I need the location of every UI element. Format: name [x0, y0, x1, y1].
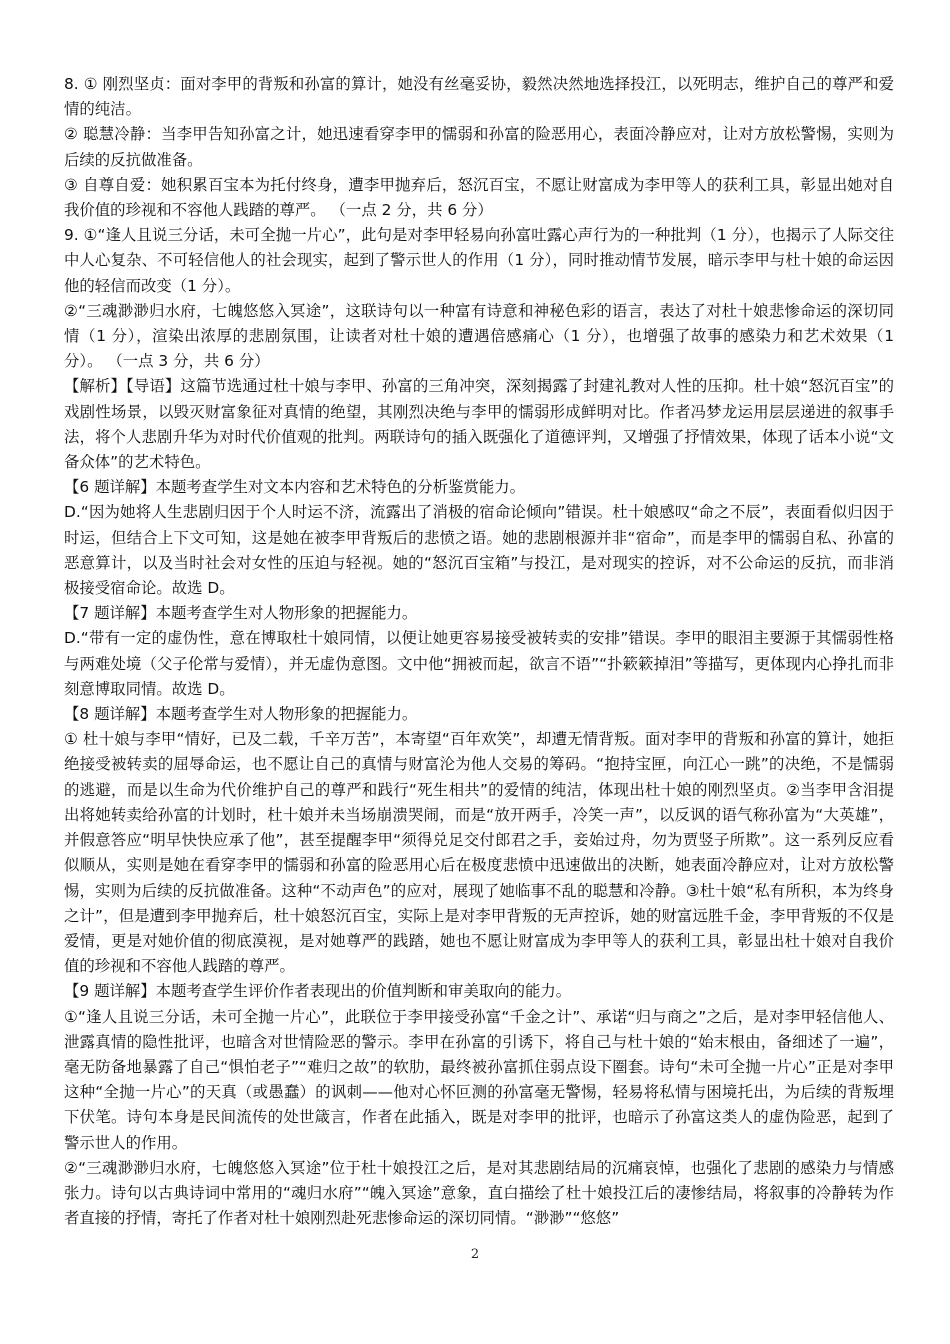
document-page — [64, 72, 894, 1231]
q7-detail-body: D.“带有一定的虚伪性，意在博取杜十娘同情，以便让她更容易接受被转卖的安排”错误。李甲的眼泪主要源于其懦弱性格与两难处境（父子伦常与爱情），并无虚伪意图。文中他“拥被而起，欲言不语”“扑簌簌掉泪”等描写，更体现内心挣扎而非刻意博取同情。故选 D。 — [64, 629, 894, 698]
q6-detail-heading: 【6 题详解】本题考查学生对文本内容和艺术特色的分析鉴赏能力。 — [64, 478, 526, 497]
answer-q8-point1: 8. ① 刚烈坚贞：面对李甲的背叛和孙富的算计，她没有丝毫妥协，毅然决然地选择投江，以死明志，维护自己的尊严和爱情的纯洁。 — [64, 75, 894, 119]
answer-q8-point3: ③ 自尊自爱：她积累百宝本为托付终身，遭李甲抛弃后，怒沉百宝，不愿让财富成为李甲等人的获利工具，彰显出她对自我价值的珍视和不容他人践踏的尊严。 （一点 2 分，共 6 分） — [64, 175, 894, 220]
q9-detail-body-1: ①“逢人且说三分话，未可全抛一片心”，此联位于李甲接受孙富“千金之计”、承诺“归与商之”之后，是对李甲轻信他人、泄露真情的隐性批评，也暗含对世情险恶的警示。李甲在孙富的引诱下，将自己与杜十娘的“始末根由，备细述了一遍”，毫无防备地暴露了自己“惧怕老子”“难归之故”的软肋，最终被孙富抓住弱点设下圈套。诗句“未可全抛一片心”正是对李甲这种“全抛一片心”的天真（或愚蠢）的讽刺——他对心怀叵测的孙富毫无警惕，轻易将私情与困境托出，为后续的背叛埋下伏笔。诗句本身是民间流传的处世箴言，作者在此插入，既是对李甲的批评，也暗示了孙富这类人的虚伪险恶，起到了警示世人的作用。 — [64, 1007, 894, 1152]
answer-q9-point2: ②“三魂渺渺归水府，七魄悠悠入冥途”，这联诗句以一种富有诗意和神秘色彩的语言，表达了对杜十娘悲惨命运的深切同情（1 分），渲染出浓厚的悲剧氛围，让读者对杜十娘的遭遇倍感痛心（1 分），也增强了故事的感染力和艺术效果（1 分）。 （一点 3 分，共 6 分） — [64, 301, 894, 371]
q7-detail-heading: 【7 题详解】本题考查学生对人物形象的把握能力。 — [64, 604, 418, 623]
q8-detail-heading: 【8 题详解】本题考查学生对人物形象的把握能力。 — [64, 705, 418, 724]
q9-detail-heading: 【9 题详解】本题考查学生评价作者表现出的价值判断和审美取向的能力。 — [64, 982, 572, 1001]
answer-q9-point1: 9. ①“逢人且说三分话，未可全抛一片心”，此句是对李甲轻易向孙富吐露心声行为的一种批判（1 分），也揭示了人际交往中人心复杂、不可轻信他人的社会现实，起到了警示世人的作用（1 分），同时推动情节发展，暗示李甲与杜十娘的命运因他的轻信而改变（1 分）。 — [64, 226, 894, 295]
q6-detail-body: D.“因为她将人生悲剧归因于个人时运不济，流露出了消极的宿命论倾向”错误。杜十娘感叹“命之不辰”，表面看似归因于时运，但结合上下文可知，这是她在被李甲背叛后的悲愤之语。她的悲剧根源并非“宿命”，而是李甲的懦弱自私、孙富的恶意算计，以及当时社会对女性的压迫与轻视。她的“怒沉百宝箱”与投江，是对现实的控诉，对不公命运的反抗，而非消极接受宿命论。故选 D。 — [64, 503, 894, 598]
q9-detail-body-2: ②“三魂渺渺归水府，七魄悠悠入冥途”位于杜十娘投江之后，是对其悲剧结局的沉痛哀悼，也强化了悲剧的感染力与情感张力。诗句以古典诗词中常用的“魂归水府”“魄入冥途”意象，直白描绘了杜十娘投江后的凄惨结局，将叙事的冷静转为作者直接的抒情，寄托了作者对杜十娘刚烈赴死悲惨命运的深切同情。“渺渺”“悠悠” — [64, 1158, 894, 1228]
answer-q8-point2: ② 聪慧冷静：当李甲告知孙富之计，她迅速看穿李甲的懦弱和孙富的险恶用心，表面冷静应对，让对方放松警惕，实则为后续的反抗做准备。 — [64, 125, 894, 169]
page-number: 2 — [470, 1247, 480, 1262]
analysis-intro: 【解析】【导语】这篇节选通过杜十娘与李甲、孙富的三角冲突，深刻揭露了封建礼教对人性的压抑。杜十娘“怒沉百宝”的戏剧性场景，以毁灭财富象征对真情的绝望，其刚烈决绝与李甲的懦弱形成鲜明对比。作者冯梦龙运用层层递进的叙事手法，将个人悲剧升华为对时代价值观的批判。两联诗句的插入既强化了道德评判，又增强了抒情效果，体现了话本小说“文备众体”的艺术特色。 — [64, 377, 894, 472]
q8-detail-body: ① 杜十娘与李甲“情好，已及二载，千辛万苦”，本寄望“百年欢笑”，却遭无情背叛。面对李甲的背叛和孙富的算计，她拒绝接受被转卖的屈辱命运，也不愿让自己的真情与财富沦为他人交易的筹码。“抱持宝匣，向江心一跳”的决绝，不是懦弱的逃避，而是以生命为代价维护自己的尊严和践行“死生相共”的爱情的纯洁，体现出杜十娘的刚烈坚贞。②当李甲含泪提出将她转卖给孙富的计划时，杜十娘并未当场崩溃哭闹，而是“放开两手，冷笑一声”，以反讽的语气称孙富为“大英雄”，并假意答应“明早快快应承了他”，甚至提醒李甲“须得兑足交付郎君之手，妾始过舟，勿为贾竖子所欺”。这一系列反应看似顺从，实则是她在看穿李甲的懦弱和孙富的险恶用心后在极度悲愤中迅速做出的决断，她表面冷静应对，让对方放松警惕，实则为后续的反抗做准备。这种“不动声色”的应对，展现了她临事不乱的聪慧和冷静。③杜十娘“私有所积，本为终身之计”，但是遭到李甲抛弃后，杜十娘怒沉百宝，实际上是对李甲背叛的无声控诉，她的财富远胜千金，李甲背叛的不仅是爱情，更是对她价值的彻底漠视，是对她尊严的践踏，她也不愿让财富成为李甲等人的获利工具，彰显出杜十娘对自我价值的珍视和不容他人践踏的尊严。 — [64, 730, 894, 976]
